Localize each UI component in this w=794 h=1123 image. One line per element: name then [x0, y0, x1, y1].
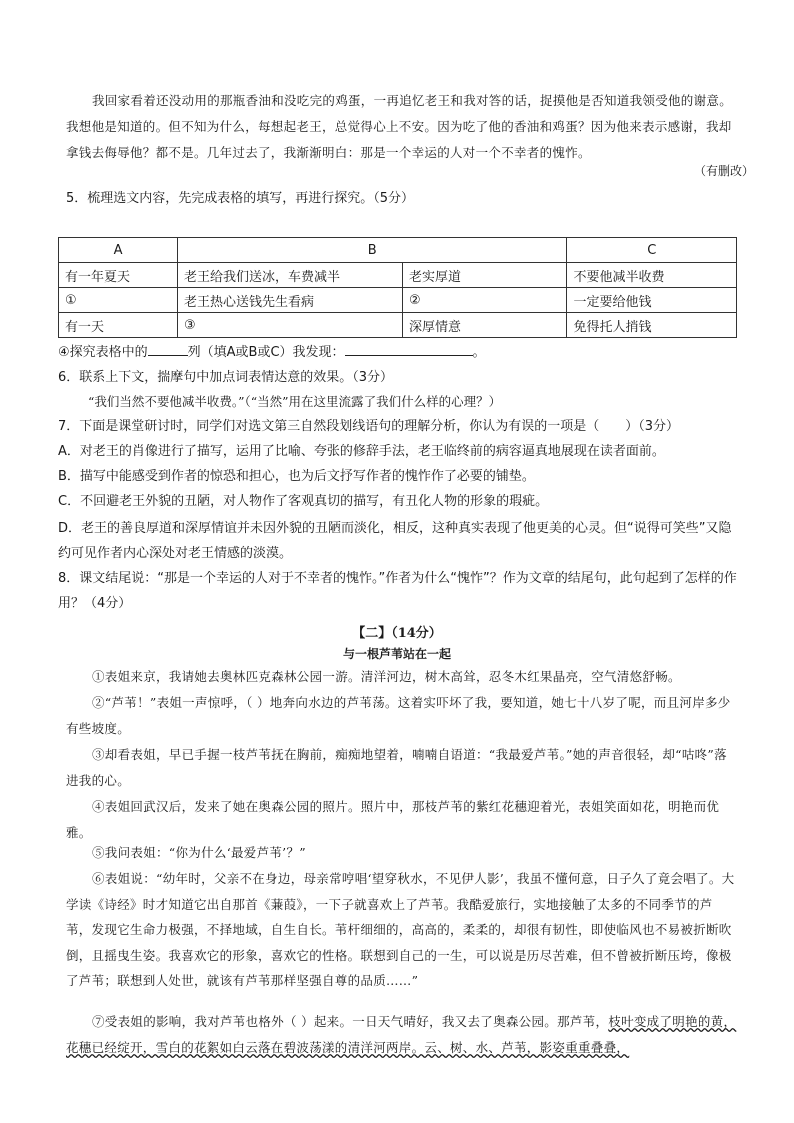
table-cell: 有一年夏天: [59, 263, 178, 288]
summary-table: [58, 237, 737, 338]
article-title: 与一根芦苇站在一起: [342, 647, 451, 661]
question-6-quote: “我们当然不要他减半收费。”（“当然”用在这里流露了我们什么样的心理？）: [88, 394, 502, 409]
article-paragraph-7-start: ⑦受表姐的影响，我对芦苇也格外（ ）起来。一日天气晴好，我又去了奥森公园。那芦苇，: [92, 1014, 609, 1029]
column-answer-blank[interactable]: [148, 341, 188, 356]
question-5-prompt: 5．梳理选文内容，先完成表格的填写，再进行探究。（5分）: [66, 191, 415, 206]
table-cell[interactable]: ①: [59, 288, 178, 313]
explore-middle: 列（填A或B或C）我发现：: [187, 345, 345, 360]
table-cell: 老实厚道: [403, 263, 567, 288]
article-paragraph-6: ⑥表姐说：“幼年时，父亲不在身边，母亲常哼唱‘望穿秋水，不见伊人影’，我虽不懂何意，日子久了竟会唱了。大学读《诗经》时才知道它出自那首《蒹葭》，一下子就喜欢上了芦苇。我酷爱旅行，实地接触了太多的不同季节的芦苇，发现它生命力极强，不择地域，自生自长。苇杆细细的，高高的，柔柔的，却很有韧性，即使临风也不易被折断吹倒，且摇曳生姿。我喜欢它的形象，喜欢它的性格。联想到自己的一生，可以说是历尽苦难，但不曾被折断压垮，像极了芦苇；联想到人处世，就该有芦苇那样坚强自尊的品质……”: [66, 871, 735, 988]
source-note: （有删改）: [693, 164, 754, 178]
table-header-c: C: [567, 238, 737, 263]
table-cell: 老王热心送钱先生看病: [178, 288, 403, 313]
table-header-row: [59, 238, 737, 263]
table-cell: 有一天: [59, 313, 178, 338]
question-8-prompt: 8．课文结尾说：“那是一个幸运的人对于不幸者的愧怍。”作者为什么“愧怍”？作为文章的结尾句，此句起到了怎样的作用？（4分）: [58, 571, 737, 611]
question-7-option-b[interactable]: B．描写中能感受到作者的惊恐和担心，也为后文抒写作者的愧怍作了必要的铺垫。: [58, 469, 535, 484]
table-cell: 一定要给他钱: [567, 288, 737, 313]
explore-line: [58, 341, 486, 364]
article-paragraph-3: ③却看表姐，早已手握一枝芦苇抚在胸前，痴痴地望着，喃喃自语道：“我最爱芦苇。”她的声音很轻，却“咕咚”落进我的心。: [66, 747, 727, 788]
article-paragraph-7: [66, 1009, 738, 1061]
explore-end: 。: [472, 345, 486, 360]
question-7-option-a[interactable]: A．对老王的肖像进行了描写，运用了比喻、夸张的修辞手法，老王临终前的病容逼真地展现在读者面前。: [58, 444, 665, 459]
explore-prefix: ④探究表格中的: [58, 345, 148, 360]
question-6-prompt: 6．联系上下文，揣摩句中加点词表情达意的效果。（3分）: [58, 370, 394, 385]
article-paragraph-4: ④表姐回武汉后，发来了她在奥森公园的照片。照片中，那枝芦苇的紫红花穗迎着光，表姐笑面如花，明艳而优雅。: [66, 799, 720, 840]
table-cell[interactable]: ③: [178, 313, 403, 338]
underlined-sentence: 枝叶变成了明艳的黄，花穗已经绽开，雪白的花絮如白云落在碧波荡漾的清洋河两岸。云、树、水、芦苇，影姿重重叠叠，: [66, 1014, 737, 1055]
table-cell: 老王给我们送冰，车费减半: [178, 263, 403, 288]
section-heading: 【二】（14分）: [352, 626, 442, 641]
article-paragraph-1: ①表姐来京，我请她去奥林匹克森林公园一游。清洋河边，树木高耸，忍冬木红果晶亮，空气清悠舒畅。: [92, 669, 681, 684]
table-cell[interactable]: ②: [403, 288, 567, 313]
table-header-a: A: [59, 238, 178, 263]
table-row: [59, 288, 737, 313]
table-row: [59, 313, 737, 338]
question-7-option-d[interactable]: D．老王的善良厚道和深厚情谊并未因外貌的丑陋而淡化，相反，这种真实表现了他更美的心灵。但“说得可笑些”又隐约可见作者内心深处对老王情感的淡漠。: [58, 521, 732, 561]
table-cell: 不要他减半收费: [567, 263, 737, 288]
table-header-b: B: [178, 238, 567, 263]
question-7-prompt: 7．下面是课堂研讨时，同学们对选文第三自然段划线语句的理解分析，你认为有误的一项是（ ）（3分）: [58, 419, 680, 434]
table-cell: 深厚情意: [403, 313, 567, 338]
table-row: [59, 263, 737, 288]
article-paragraph-5: ⑤我问表姐：“你为什么‘最爱芦苇’？”: [92, 845, 306, 860]
passage-paragraph: 我回家看着还没动用的那瓶香油和没吃完的鸡蛋，一再追忆老王和我对答的话，捉摸他是否知道我领受他的谢意。我想他是知道的。但不知为什么，每想起老王，总觉得心上不安。因为吃了他的香油和鸡蛋？因为他来表示感谢，我却拿钱去侮辱他？都不是。几年过去了，我渐渐明白：那是一个幸运的人对一个不幸者的愧怍。: [66, 93, 733, 160]
question-7-option-c[interactable]: C．不回避老王外貌的丑陋，对人物作了客观真切的描写，有丑化人物的形象的瑕疵。: [58, 494, 549, 509]
article-paragraph-2: ②“芦苇！”表姐一声惊呼，（ ）地奔向水边的芦苇荡。这着实吓坏了我，要知道，她七十八岁了呢，而且河岸多少有些坡度。: [66, 695, 731, 736]
discovery-answer-blank[interactable]: [345, 341, 473, 356]
table-cell: 免得托人捎钱: [567, 313, 737, 338]
